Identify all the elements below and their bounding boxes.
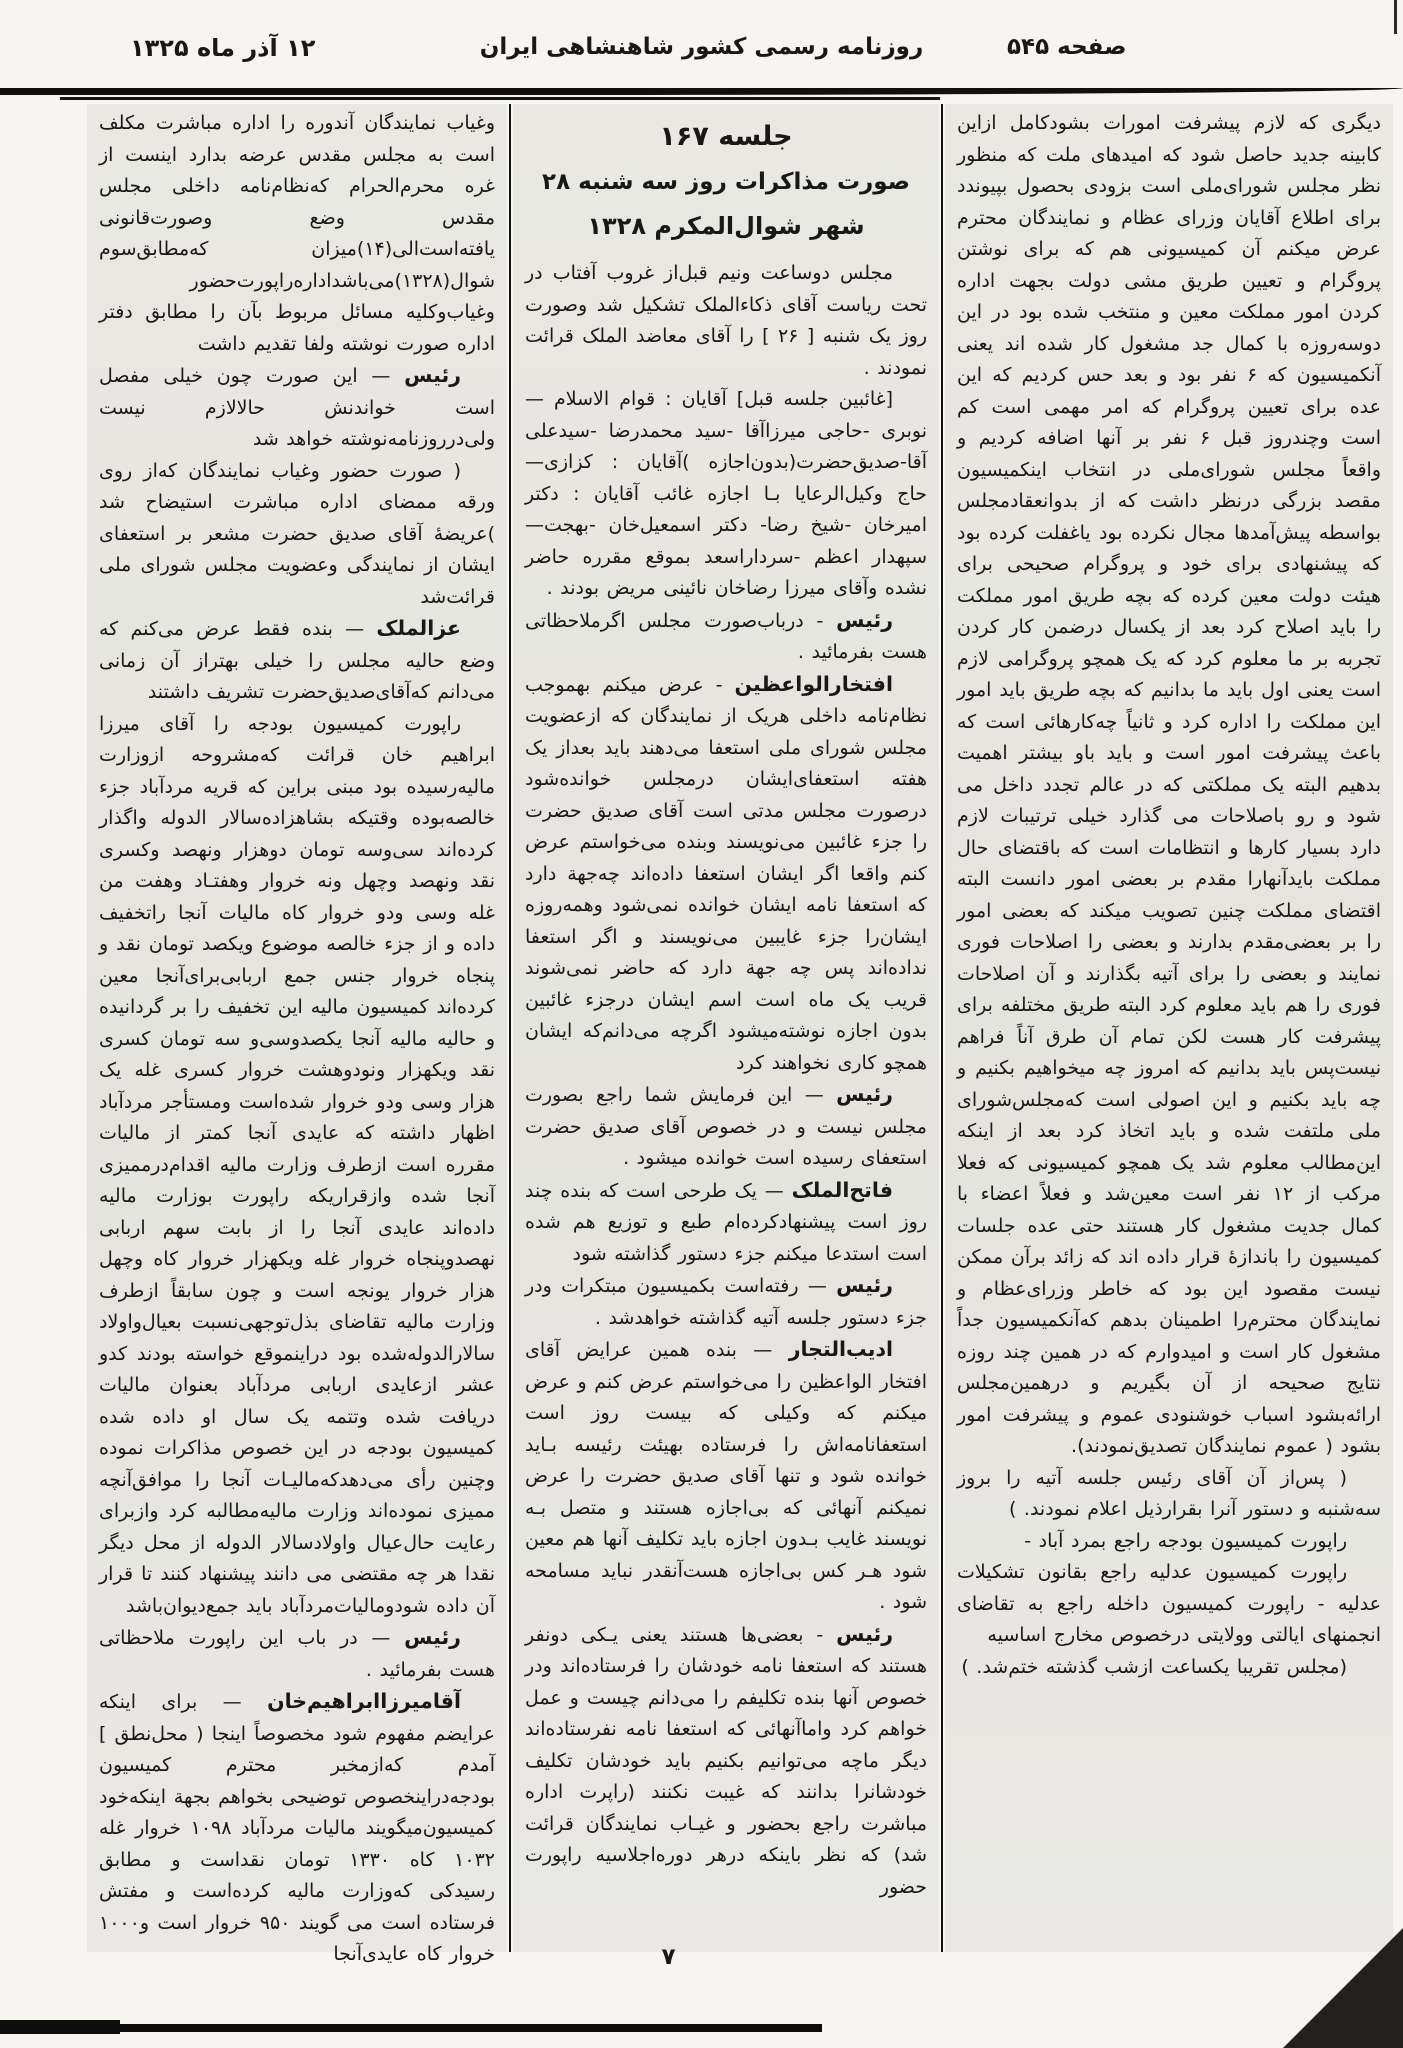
- session-number: جلسه ۱۶۷: [659, 121, 793, 152]
- session-heading: [525, 114, 927, 248]
- scan-edge-mark: [1394, 0, 1397, 34]
- paragraph: ( صورت حضور وغیاب نمایندگان که‌از روی ورقه ممضای اداره مباشرت استیضاح شد )عریضهٔ آقای صدیق حضرت مشعر بر استعفای ایشان از نمایندگی وعضویت مجلس شورای ملی قرائت‌شد: [99, 459, 495, 608]
- speaker-name: افتخارالواعظین: [734, 671, 894, 696]
- speaker-name: رئیس: [836, 1082, 893, 1106]
- masthead-rule: [0, 88, 1403, 95]
- bottom-rule: [0, 2024, 822, 2032]
- paragraph: راپورت کمیسیون بودجه را آقای میرزا ابراهیم خان قرائت که‌مشروحه ازوزارت مالیه‌رسیده بود مبنی براین که قریه مردآباد جزء خالصه‌بوده وقتیکه بشاهزاده‌سالار الدوله واگذار کرده‌اند سی‌وسه تومان دوهزار ونهصد وکسری نقد ونهصد وچهل ونه خروار وهفتـاد وهفت من غله وسی ودو خروار کاه مالیات آنجا راتخفیف داده و از جزء خالصه موضوع ویکصد تومان نقد و پنجاه خروار جنس جمع اربابی‌برای‌آنجا معین کرده‌اند کمیسیون مالیه این تخفیف را بر گردانیده و حالیه مالیه آنجا یکصدوسی‌و سه تومان کسری نقد ویکهزار ونودوهشت خروار کسری غله یک هزار وسی ودو خروار شده‌است ومستأجر مردآباد اظهار داشته که عایدی آنجا کمتر از مالیات مقرره است ازطرف وزارت مالیه اقدام‌درممیزی آنجا شده وازقراریکه راپورت بوزارت مالیه داده‌اند عایدی آنجا را از بابت سهم اربابی نهصدوپنجاه خروار غله ویکهزار خروار کاه وچهل هزار خروار یونجه است و چون سابقاً ازطرف وزارت مالیه تقاضای بذل‌توجهی‌نسبت بعیال‌واولاد سالارالدوله‌شده بود دراینموقع خواسته بودند کدو عشر ازعایدی اربابی مردآباد بعنوان مالیات دریافت شده وتتمه یک سال او داده شده کمیسیون بودجه در این خصوص مذاکرات نموده وچنین رأی می‌دهدکه‌مالیـات آنجا را موافق‌آنچه ممیزی نموده‌اند وزارت مالیه‌مطالبه کرد وازبرای رعایت حال‌عیال واولادسالار الدوله از محل دیگر نقدا هر چه مقتضی می دانند پیشنهاد کنند تا قرار آن داده شودومالیات‌مردآباد باید جمع‌دیوان‌باشد: [99, 712, 495, 1617]
- speaker-name: آقامیرزاابراهیم‌خان: [267, 1689, 461, 1713]
- paragraph: رئیس — این فرمایش شما راجع بصورت مجلس نیست و در خصوص آقای صدیق حضرت استعفای رسیده است خوانده میشود .: [525, 1082, 927, 1169]
- speaker-name: رئیس: [836, 607, 894, 632]
- paragraph: راپورت کمیسیون بودجه راجع بمرد آباد -: [1024, 1529, 1347, 1552]
- paragraph: وغیاب نمایندگان آندوره را اداره مباشرت مکلف است به مجلس مقدس عرضه بدارد اینست از غره محرم‌الحرام که‌نظام‌نامه داخلی مجلس مقدس وضع وصورت‌قانونی یافته‌است‌الی(۱۴)میزان که‌مطابق‌سوم شوال(۱۳۲۸)می‌باشداداره‌راپورت‌حضور وغیاب‌وکلیه مسائل مربوط بآن را مطابق دفتر اداره صورت نوشته ولفا تقدیم داشت: [99, 112, 495, 355]
- paragraph: [غائبین جلسه قبل] آقایان : قوام الاسلام — نوبری -حاجی میرزاآقا -سید محمدرضا -سیدعلی آقا-صدیق‌حضرت(بدون‌اجازه )آقایان : کزازی— حاج وکیل‌الرعایا بـا اجازه غائب آقایان : دکتر امیرخان -شیخ رضا- دکتر اسمعیل‌خان -بهجت— سپهدار اعظم -سرداراسعد بموقع مقرره حاضر نشده وآقای میرزا رضاخان نائینی مریض بودند .: [525, 388, 927, 599]
- paragraph: مجلس دوساعت ونیم قبل‌از غروب آفتاب در تحت ریاست آقای ذکاءالملک تشکیل شد وصورت روز یک شنبه [ ۲۶ ] را آقای معاضد الملک قرائت نمودند .: [525, 262, 927, 379]
- paragraph: رئیس - درباب‌صورت مجلس اگرملاحظاتی هست بفرمائید .: [525, 607, 927, 663]
- speaker-name: فاتح‌الملک: [791, 1177, 893, 1202]
- column-middle: [513, 104, 939, 1952]
- paragraph: (مجلس تقریبا یکساعت ازشب گذشته ختم‌شد. ): [961, 1655, 1347, 1678]
- newspaper-title: روزنامه رسمی کشور شاهنشاهی ایران: [479, 34, 924, 60]
- speaker-name: رئیس: [836, 1621, 894, 1646]
- column-right: [945, 104, 1393, 1952]
- paragraph: رئیس — این صورت چون خیلی مفصل است خواندنش حالالازم نیست ولی‌درروزنامه‌نوشته خواهد شد: [99, 363, 495, 450]
- paragraph: فاتح‌الملک — یک طرحی است که بنده چند روز است پیشنهادکرده‌ام طبع و توزیع هم شده است استدعا میکنم جزء دستور گذاشته شود: [525, 1177, 927, 1265]
- paragraph: افتخارالواعظین - عرض میکنم بهموجب نظام‌نامه داخلی هریک از نمایندگان که ازعضویت مجلس شورای ملی استعفا می‌دهند باید بعداز یک هفته استعفای‌ایشان درمجلس خوانده‌شود درصورت مجلس مدتی است آقای صدیق حضرت را جزء غائبین می‌نویسند وبنده می‌خواستم عرض کنم واقعا اگر ایشان استعفا داده‌اند چه‌جهة دارد که استعفا نامه ایشان خوانده نمی‌شود وهمه‌روزه ایشان‌را جزء غایبین می‌نویسند و اگر استعفا نداده‌اند پس چه جهة دارد که حاضر نمی‌شوند قریب یک ماه است اسم ایشان درجزء غائبین بدون اجازه نوشته‌میشود اگرچه می‌دانم‌که ایشان همچو کاری نخواهند کرد: [525, 671, 927, 1074]
- session-subtitle: صورت مذاکرات روز سه شنبه ۲۸: [542, 169, 910, 195]
- paragraph: رئیس — رفته‌است بکمیسیون مبتکرات ودر جزء دستور جلسه آتیه گذاشته خواهدشد .: [525, 1273, 927, 1329]
- column-right-text: [957, 108, 1381, 1683]
- speaker-name: رئیس: [404, 363, 462, 387]
- paragraph: عزالملک — بنده فقط عرض می‌کنم که وضع حالیه مجلس را خیلی بهتراز آن زمانی می‌دانم که‌آقای‌صدیق‌حضرت تشریف داشتند: [99, 616, 495, 703]
- column-middle-text: [525, 258, 927, 1903]
- paragraph: آقامیرزاابراهیم‌خان — برای اینکه عرایضم مفهوم شود مخصوصاً اینجا ( محل‌نطق ] آمدم که‌ازمخبر محترم کمیسیون بودجه‌دراینخصوص توضیحی بخواهم بجهة اینکه‌خود کمیسیون‌میگویند مالیات مردآباد ۱۰۹۸ خروار غله ۱۰۳۲ کاه ۱۳۳۰ تومان نقداست و مطابق رسیدکی که‌وزارت مالیه کرده‌است و مفتش فرستاده است می گویند ۹۵۰ خروار است و۱۰۰۰ خروار کاه عایدی‌آنجا: [99, 1689, 495, 1965]
- paragraph: راپورت کمیسیون عدلیه راجع بقانون تشکیلات عدلیه - راپورت کمیسیون داخله راجع به تقاضای انجمنهای ایالتی وولایتی درخصوص مخارج اساسیه: [957, 1561, 1381, 1646]
- column-left-text: [99, 108, 495, 1971]
- issue-date: ۱۲ آذر ماه ۱۳۲۵: [130, 34, 316, 62]
- speaker-name: رئیس: [836, 1273, 893, 1297]
- speaker-name: ادیب‌التجار: [788, 1337, 893, 1361]
- masthead: [0, 0, 1403, 88]
- footer-page-number: ۷: [661, 1944, 676, 1970]
- speaker-name: عزالملک: [376, 616, 461, 640]
- paragraph: رئیس - بعضی‌ها هستند یعنی یـکی دونفر هستند که استعفا نامه خودشان را فرستاده‌اند ودر خصوص آنها بنده تکلیفم را می‌دانم چیست و عمل خواهم کرد واماآنهائی که استعفا نامه نفرستاده‌اند دیگر ماچه می‌توانیم بکنیم باید خودشان تکلیف خودشانرا بدانند که غیبت نکنند (راپرت اداره مباشرت راجع بحضور و غیـاب نمایندگان قرائت شد) که نظر باینکه درهر دوره‌اجلاسیه راپورت حضور: [525, 1621, 927, 1898]
- paragraph: ( پس‌از آن آقای رئیس جلسه آتیه را بروز سه‌شنبه و دستور آنرا بقرارذیل اعلام نمودند. ): [957, 1466, 1381, 1520]
- column-divider: [509, 104, 511, 1952]
- paragraph: رئیس — در باب این راپورت ملاحظاتی هست بفرمائید .: [99, 1625, 495, 1681]
- column-left: [87, 104, 507, 1965]
- paragraph: دیگری که لازم پیشرفت امورات بشودکامل ازاین کابینه جدید حاصل شود که امیدهای ملت که منظور نظر مجلس شورای‌ملی است بزودی بحصول بپیوندد برای اطلاع آقایان وزرای عظام و نمایندگان محترم عرض میکنم آن کمیسیونی هم که برای نوشتن پروگرام و تعیین طریق مشی دولت بجهت اداره کردن امور مملکت معین و منتخب شده بود در این دوسه‌روزه با کمال جد مشغول کار شده اند یعنی آنکمیسیون که ۶ نفر بود و بعد حس کردیم که این عده برای تعیین پروگرام که امر مهمی است کم است وچندروز قبل ۶ نفر بر آنها اضافه کردیم و واقعاً مجلس شورای‌ملی در انتخاب اینکمیسیون مقصد بزرگی درنظر داشت که از بدوانعقادمجلس بواسطه پیش‌آمدها مجال نکرده بود یاغفلت کرده بود که پیشنهادی برای خود و پروگرام صحیحی برای هیئت دولت معین کرده که بچه طریق امور مملکت را باید اصلاح کرد بعد از یکسال درضمن کار کردن تجربه بر ما معلوم کرد که یک همچو پروگرامی لازم است یعنی اول باید ما بدانیم که بچه طریق باید امور این مملکت را اداره کرد و ثانیاً چه‌کارهائی است که باعث پیشرفت امور است و باید باو بیشتر اهمیت بدهیم البته یک مملکتی که در عالم تجدد داخل می شود و رو باصلاحات می گذارد خیلی ترتیبات لازم دارد بسیار کارها و انتظامات است که باقتضای حال مملکت بایدآنهارا مقدم بر بعضی امور دانست البته اقتضای مملکت چنین تصویب میکند که بعضی امور را بر بعضی‌مقدم بدارند و بعضی را اصلاحات فوری نمایند و بعضی را برای آتیه بگذارند و آن اصلاحات فوری را هم باید معلوم کرد البته طریق مختلفه برای پیشرفت کار هست لکن تمام آن طرق آناً فراهم نیست‌پس باید بدانیم که امروز چه میخواهیم بکنیم و چه باید بکنیم و این اصولی است که‌مجلس‌شورای ملی ملتفت شده و باید اتخاذ کرد بعد از اینکه این‌مطالب معلوم شد یک همچو کمیسیونی که فعلا مرکب از ۱۲ نفر است معین‌شد و فعلاً اعضاء با کمال جدیت مشغول کار هستند حتی عده جلسات کمیسیون را باندازهٔ قرار داده اند که زائد برآن ممکن نیست مقصود این بود که خاطر وزرای‌عظام و نمایندگان محترم‌را اطمینان بدهم که‌آنکمیسیون جداً مشغول کار است و امیدوارم که در همین چند روزه نتایج صحیحه از آن بگیریم و درهمین‌مجلس ارائه‌بشود اسباب خوشنودی عموم و پیشرفت امور بشود ( عموم نمایندگان تصدیق‌نمودند).: [957, 112, 1381, 1457]
- speaker-name: رئیس: [404, 1625, 461, 1649]
- paragraph: ادیب‌التجار — بنده همین عرایض آقای افتخار الواعظین را می‌خواستم عرض کنم و عرض میکنم که وکیلی که بیست روز است استعفانامه‌اش را فرستاده بهیئت رئیسه بـاید خوانده شود و تنها آقای صدیق حضرت را عرض نمیکنم آنهائی که بی‌اجازه هستند و متصل بـه نویسند غایب بـدون اجازه باید تکلیف آنها هم معین شود هـر کس بی‌اجازه هست‌آنقدر نباید مسامحه شود .: [525, 1337, 927, 1613]
- page-number-label: صفحه ۵۴۵: [1007, 34, 1127, 60]
- column-divider: [941, 104, 943, 1952]
- article-columns: [66, 104, 1393, 1965]
- session-date: شهر شوال‌المکرم ۱۳۲۸: [587, 212, 865, 240]
